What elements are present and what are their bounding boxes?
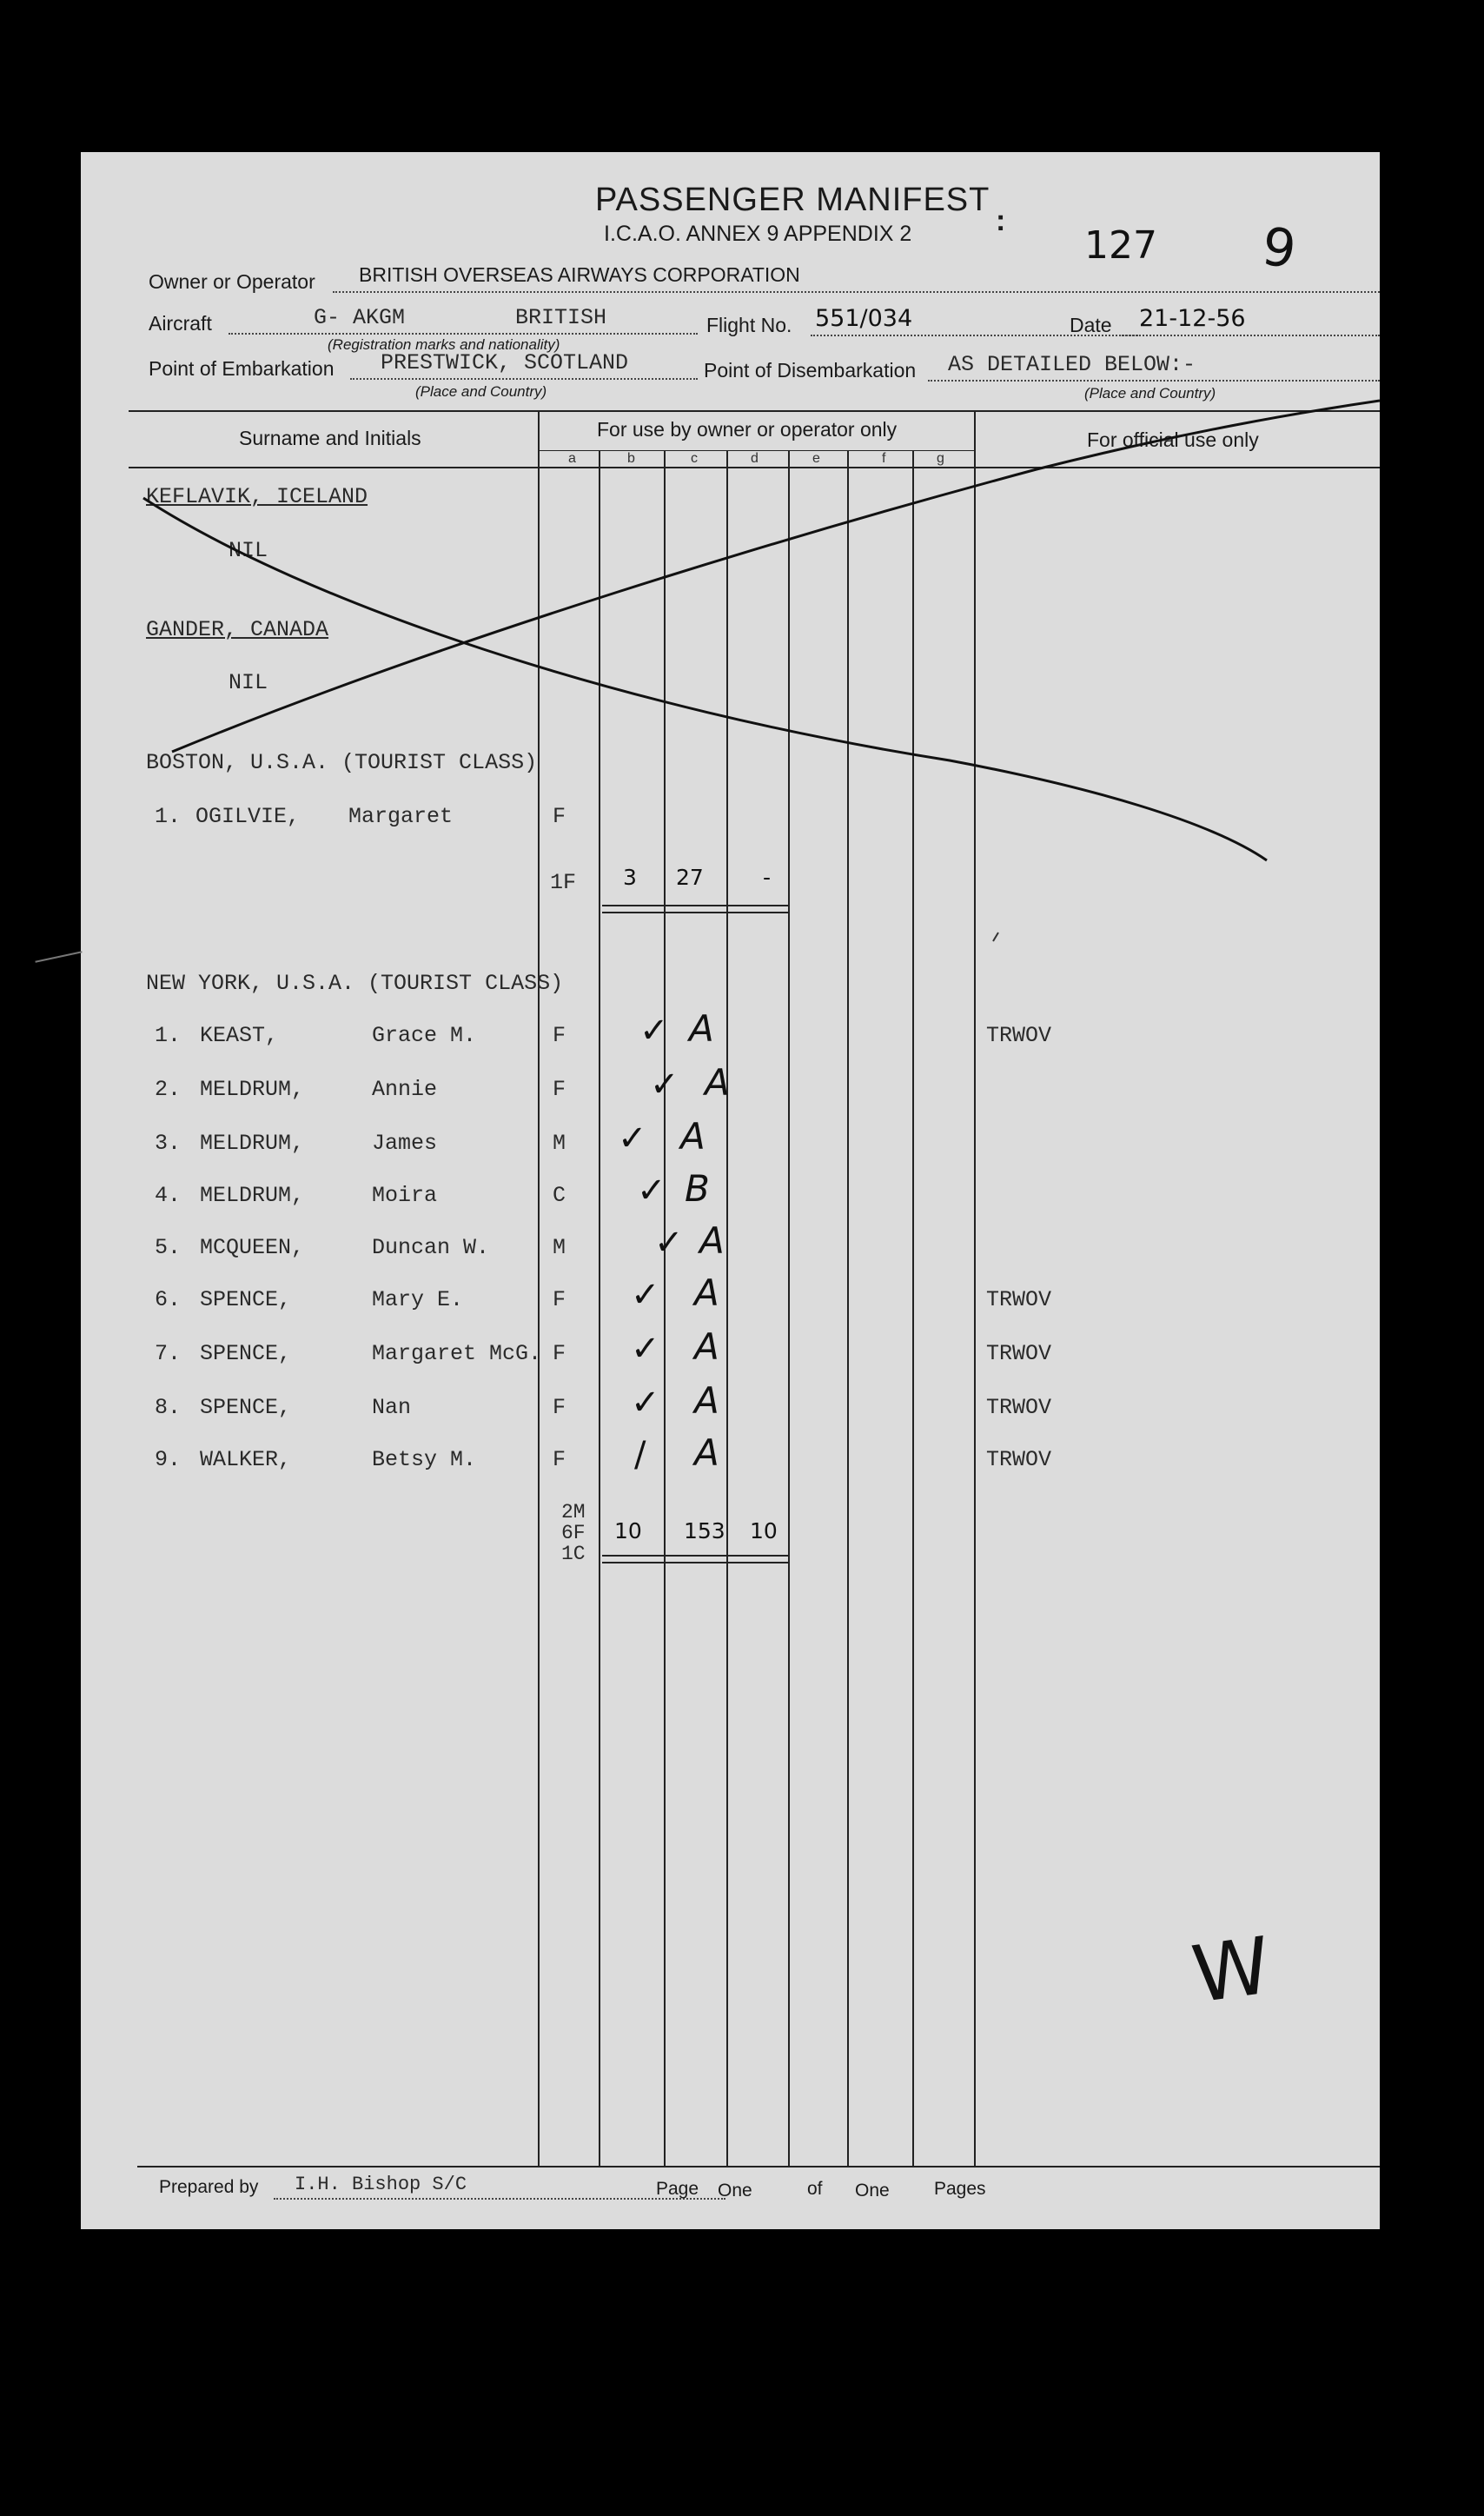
handwritten-mark: A xyxy=(699,1219,725,1262)
passenger-given-name: Moira xyxy=(372,1183,438,1208)
passenger-sex: F xyxy=(553,1077,566,1102)
page-value: One xyxy=(718,2181,752,2201)
check-mark: ✓ xyxy=(650,1065,679,1105)
boston-total-a: 1F xyxy=(550,870,577,895)
section-boston-title: BOSTON, U.S.A. (TOURIST CLASS) xyxy=(146,750,538,775)
official-use-header: For official use only xyxy=(1087,428,1259,451)
check-mark: ✓ xyxy=(631,1275,660,1315)
passenger-given-name: Grace M. xyxy=(372,1023,477,1048)
boston-total-d: - xyxy=(763,865,772,890)
passenger-surname: SPENCE, xyxy=(200,1395,292,1420)
passenger-number: 1. xyxy=(155,804,182,829)
prepared-by-label: Prepared by xyxy=(159,2177,259,2197)
passenger-given-name: Mary E. xyxy=(372,1287,464,1312)
handwritten-mark: A xyxy=(689,1007,714,1050)
subcol-b: b xyxy=(627,451,635,466)
embarkation-value: PRESTWICK, SCOTLAND xyxy=(381,350,629,375)
passenger-sex: F xyxy=(553,1023,566,1048)
section-gander-nil: NIL xyxy=(229,670,268,695)
passenger-number: 3. xyxy=(155,1131,182,1156)
check-mark: ✓ xyxy=(639,1011,669,1051)
official-remark: TRWOV xyxy=(986,1447,1052,1472)
passenger-surname: MELDRUM, xyxy=(200,1131,305,1156)
registration-note: (Registration marks and nationality) xyxy=(328,336,560,353)
boston-total-b: 3 xyxy=(623,865,637,890)
embarkation-label: Point of Embarkation xyxy=(149,357,335,380)
stray-margin-mark xyxy=(35,951,82,962)
subcol-e: e xyxy=(812,451,820,466)
newyork-total-a-m: 2M xyxy=(561,1501,586,1524)
handwritten-initials: W xyxy=(1187,1920,1276,2021)
boston-total-c: 27 xyxy=(676,865,704,890)
passenger-sex: F xyxy=(553,1447,566,1472)
newyork-total-c: 153 xyxy=(684,1518,725,1543)
handwritten-mark: A xyxy=(694,1325,719,1368)
passenger-number: 6. xyxy=(155,1287,182,1312)
flight-label: Flight No. xyxy=(706,314,792,336)
handwritten-mark: A xyxy=(694,1271,719,1314)
passenger-sex: F xyxy=(553,1287,566,1312)
disembarkation-label: Point of Disembarkation xyxy=(704,359,917,382)
check-mark: ✓ xyxy=(654,1223,684,1263)
passenger-sex: M xyxy=(553,1131,566,1156)
place-note-disembarkation: (Place and Country) xyxy=(1084,385,1216,402)
passenger-number: 7. xyxy=(155,1341,182,1366)
official-remark: TRWOV xyxy=(986,1287,1052,1312)
newyork-total-d: 10 xyxy=(750,1518,778,1543)
subcol-f: f xyxy=(882,451,886,466)
passenger-sex: F xyxy=(553,1395,566,1420)
handwritten-mark: B xyxy=(685,1167,710,1210)
aircraft-registration: G- AKGM xyxy=(314,305,406,330)
newyork-total-b: 10 xyxy=(614,1518,642,1543)
official-remark: TRWOV xyxy=(986,1341,1052,1366)
prepared-by-value: I.H. Bishop S/C xyxy=(295,2174,467,2195)
passenger-surname: WALKER, xyxy=(200,1447,292,1472)
passenger-number: 4. xyxy=(155,1183,182,1208)
passenger-number: 5. xyxy=(155,1235,182,1260)
page-label: Page xyxy=(656,2179,699,2199)
document-subtitle: I.C.A.O. ANNEX 9 APPENDIX 2 xyxy=(604,222,912,246)
check-mark: ✓ xyxy=(637,1171,666,1211)
subcol-d: d xyxy=(751,451,759,466)
strike-line-1 xyxy=(143,498,1267,860)
corner-handwritten-mark: 9 xyxy=(1258,216,1300,282)
subcol-g: g xyxy=(937,451,944,466)
date-value: 21-12-56 xyxy=(1139,305,1246,332)
disembarkation-value: AS DETAILED BELOW:- xyxy=(948,352,1196,377)
surname-col-header: Surname and Initials xyxy=(239,427,421,449)
aircraft-nationality: BRITISH xyxy=(515,305,607,330)
passenger-sex: M xyxy=(553,1235,566,1260)
tick-mark xyxy=(993,933,998,941)
colon-mark: : xyxy=(996,204,1006,237)
strike-cross-overlay xyxy=(81,152,1380,2229)
check-mark: ✓ xyxy=(631,1329,660,1369)
newyork-total-a-f: 6F xyxy=(561,1522,586,1544)
section-gander-title: GANDER, CANADA xyxy=(146,617,329,642)
place-note-embarkation: (Place and Country) xyxy=(415,383,547,400)
handwritten-mark: A xyxy=(694,1379,719,1422)
passenger-given-name: Annie xyxy=(372,1077,438,1102)
passenger-number: 2. xyxy=(155,1077,182,1102)
passenger-sex: C xyxy=(553,1183,566,1208)
passenger-given-name: Margaret xyxy=(348,804,454,829)
handwritten-mark: A xyxy=(694,1431,719,1474)
passenger-given-name: Duncan W. xyxy=(372,1235,490,1260)
check-mark: / xyxy=(634,1435,646,1475)
subcol-a: a xyxy=(568,451,576,466)
owner-use-header: For use by owner or operator only xyxy=(597,418,898,441)
official-remark: TRWOV xyxy=(986,1395,1052,1420)
subcol-c: c xyxy=(691,451,698,466)
section-keflavik-nil: NIL xyxy=(229,538,268,563)
official-remark: TRWOV xyxy=(986,1023,1052,1048)
document-title: PASSENGER MANIFEST xyxy=(595,182,990,218)
check-mark: ✓ xyxy=(631,1383,660,1423)
flight-number: 551/034 xyxy=(815,305,913,332)
section-newyork-title: NEW YORK, U.S.A. (TOURIST CLASS) xyxy=(146,971,564,996)
handwritten-mark: A xyxy=(680,1115,706,1158)
passenger-sex: F xyxy=(553,1341,566,1366)
manifest-page xyxy=(81,152,1380,2229)
owner-value: BRITISH OVERSEAS AIRWAYS CORPORATION xyxy=(359,263,800,286)
passenger-given-name: James xyxy=(372,1131,438,1156)
passenger-given-name: Nan xyxy=(372,1395,412,1420)
passenger-sex: F xyxy=(553,804,566,829)
passenger-surname: SPENCE, xyxy=(200,1341,292,1366)
aircraft-label: Aircraft xyxy=(149,312,212,335)
check-mark: ✓ xyxy=(618,1119,647,1158)
passenger-surname: MELDRUM, xyxy=(200,1077,305,1102)
pages-label: Pages xyxy=(934,2179,986,2199)
of-value: One xyxy=(855,2181,890,2201)
passenger-given-name: Betsy M. xyxy=(372,1447,477,1472)
of-label: of xyxy=(807,2179,823,2199)
strike-line-2 xyxy=(172,401,1380,752)
date-label: Date xyxy=(1070,314,1112,336)
passenger-given-name: Margaret McG. xyxy=(372,1341,542,1366)
handwritten-page-number: 127 xyxy=(1084,223,1157,268)
passenger-number: 8. xyxy=(155,1395,182,1420)
section-keflavik-title: KEFLAVIK, ICELAND xyxy=(146,484,368,509)
passenger-surname: KEAST, xyxy=(200,1023,279,1048)
passenger-surname: MELDRUM, xyxy=(200,1183,305,1208)
owner-label: Owner or Operator xyxy=(149,270,315,293)
passenger-surname: SPENCE, xyxy=(200,1287,292,1312)
handwritten-mark: A xyxy=(705,1061,730,1104)
newyork-total-a-c: 1C xyxy=(561,1543,586,1565)
passenger-number: 9. xyxy=(155,1447,182,1472)
passenger-surname: MCQUEEN, xyxy=(200,1235,305,1260)
passenger-surname: OGILVIE, xyxy=(195,804,301,829)
passenger-number: 1. xyxy=(155,1023,182,1048)
